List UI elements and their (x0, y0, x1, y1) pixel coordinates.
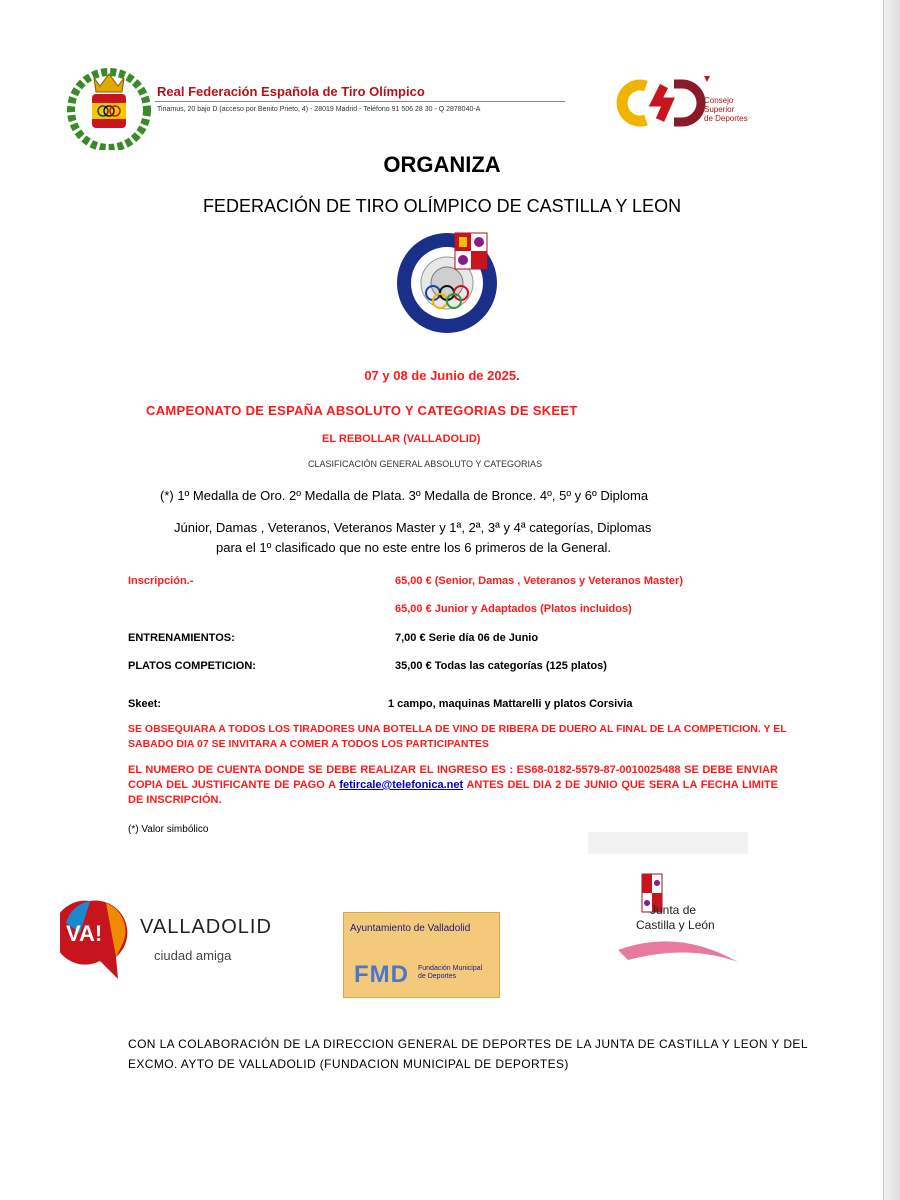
cuenta-text-1: EL NUMERO DE CUENTA DONDE SE DEBE REALIZAR EL INGRESO ES : ES68-0182-5579-87-0010025488 SE DEBE ENVIAR COPIA DEL JUSTIFICANTE DE PAGO A (128, 764, 778, 791)
platos-label: PLATOS COMPETICION: (128, 660, 256, 672)
page-edge (883, 0, 900, 1200)
csd-text-line: Consejo (704, 96, 734, 105)
inscripcion-value-2: 65,00 € Junior y Adaptados (Platos incluidos) (395, 603, 632, 615)
prizes-line-2: Júnior, Damas , Veteranos, Veteranos Master y 1ª, 2ª, 3ª y 4ª categorías, Diplomas (174, 520, 652, 535)
csd-text (704, 96, 748, 123)
inscripcion-label: Inscripción.- (128, 575, 194, 587)
skeet-label: Skeet: (128, 698, 162, 710)
junta-text (636, 903, 715, 933)
cuenta-note (128, 763, 778, 808)
entrenamientos-label: ENTRENAMIENTOS: (128, 632, 235, 644)
va-badge-text: VA! (66, 921, 103, 946)
colaboracion-text: CON LA COLABORACIÓN DE LA DIRECCION GENERAL DE DEPORTES DE LA JUNTA DE CASTILLA Y LEON Y DEL EXCMO. AYTO DE VALLADOLID (FUNDACION MUNICIPAL DE DEPORTES) (128, 1037, 808, 1071)
cuenta-text-2: ANTES DEL DIA 2 DE JUNIO QUE SERA LA FECHA LIMITE DE INSCRIPCIÓN. (128, 779, 778, 806)
fmd-text: FMD (354, 961, 409, 988)
va-name: VALLADOLID (140, 916, 272, 938)
fmd-sub-line: Fundación Municipal (418, 965, 483, 972)
fmd-sub-line: de Deportes (418, 973, 457, 980)
event-classification: CLASIFICACIÓN GENERAL ABSOLUTO Y CATEGORIAS (308, 459, 543, 469)
junta-line: Junta de (650, 903, 697, 917)
platos-value: 35,00 € Todas las categorías (125 platos) (395, 660, 607, 672)
org-name: Real Federación Española de Tiro Olímpico (157, 84, 425, 99)
email-link[interactable]: fetircale@telefonica.net (339, 779, 464, 791)
skeet-value: 1 campo, maquinas Mattarelli y platos Corsivia (388, 698, 633, 710)
prizes-line-3: para el 1º clasificado que no este entre los 6 primeros de la General. (216, 540, 611, 555)
organiza-heading: ORGANIZA (383, 152, 501, 177)
rfeto-crest-logo (64, 60, 154, 150)
event-location: EL REBOLLAR (VALLADOLID) (322, 433, 481, 445)
federacion-heading: FEDERACIÓN DE TIRO OLÍMPICO DE CASTILLA Y LEON (202, 196, 682, 216)
header-divider (155, 101, 565, 102)
fed-castilla-leon-logo (393, 225, 505, 337)
csd-text-line: de Deportes (704, 114, 748, 123)
csd-text-line: Superior (704, 105, 735, 114)
prizes-line-1: (*) 1º Medalla de Oro. 2º Medalla de Plata. 3º Medalla de Bronce. 4º, 5º y 6º Diploma (160, 488, 649, 503)
ayto-text: Ayuntamiento de Valladolid (350, 923, 471, 934)
org-address: Tinamus, 20 bajo D (acceso por Benito Prieto, 4) - 28019 Madrid - Teléfono 91 506 28 30 - Q 2878040-A (157, 106, 481, 113)
fmd-sub-text (418, 965, 482, 981)
va-sub: ciudad amiga (154, 948, 232, 963)
valor-simbolico: (*) Valor simbólico (128, 824, 209, 835)
prizes-block (174, 518, 651, 558)
inscripcion-value-1: 65,00 € (Senior, Damas , Veteranos y Veteranos Master) (395, 575, 683, 587)
entrenamientos-value: 7,00 € Serie día 06 de Junio (395, 632, 539, 644)
event-dates: 07 y 08 de Junio de 2025. (364, 368, 520, 383)
event-title: CAMPEONATO DE ESPAÑA ABSOLUTO Y CATEGORIAS DE SKEET (146, 403, 578, 418)
junta-line: Castilla y León (636, 918, 715, 932)
ayuntamiento-fmd-logo (343, 912, 500, 998)
vino-note: SE OBSEQUIARA A TODOS LOS TIRADORES UNA BOTELLA DE VINO DE RIBERA DE DUERO AL FINAL DE LA COMPETICION. Y EL SABADO DIA 07 SE INVITARA A COMER A TODOS LOS PARTICIPANTES (128, 723, 787, 750)
